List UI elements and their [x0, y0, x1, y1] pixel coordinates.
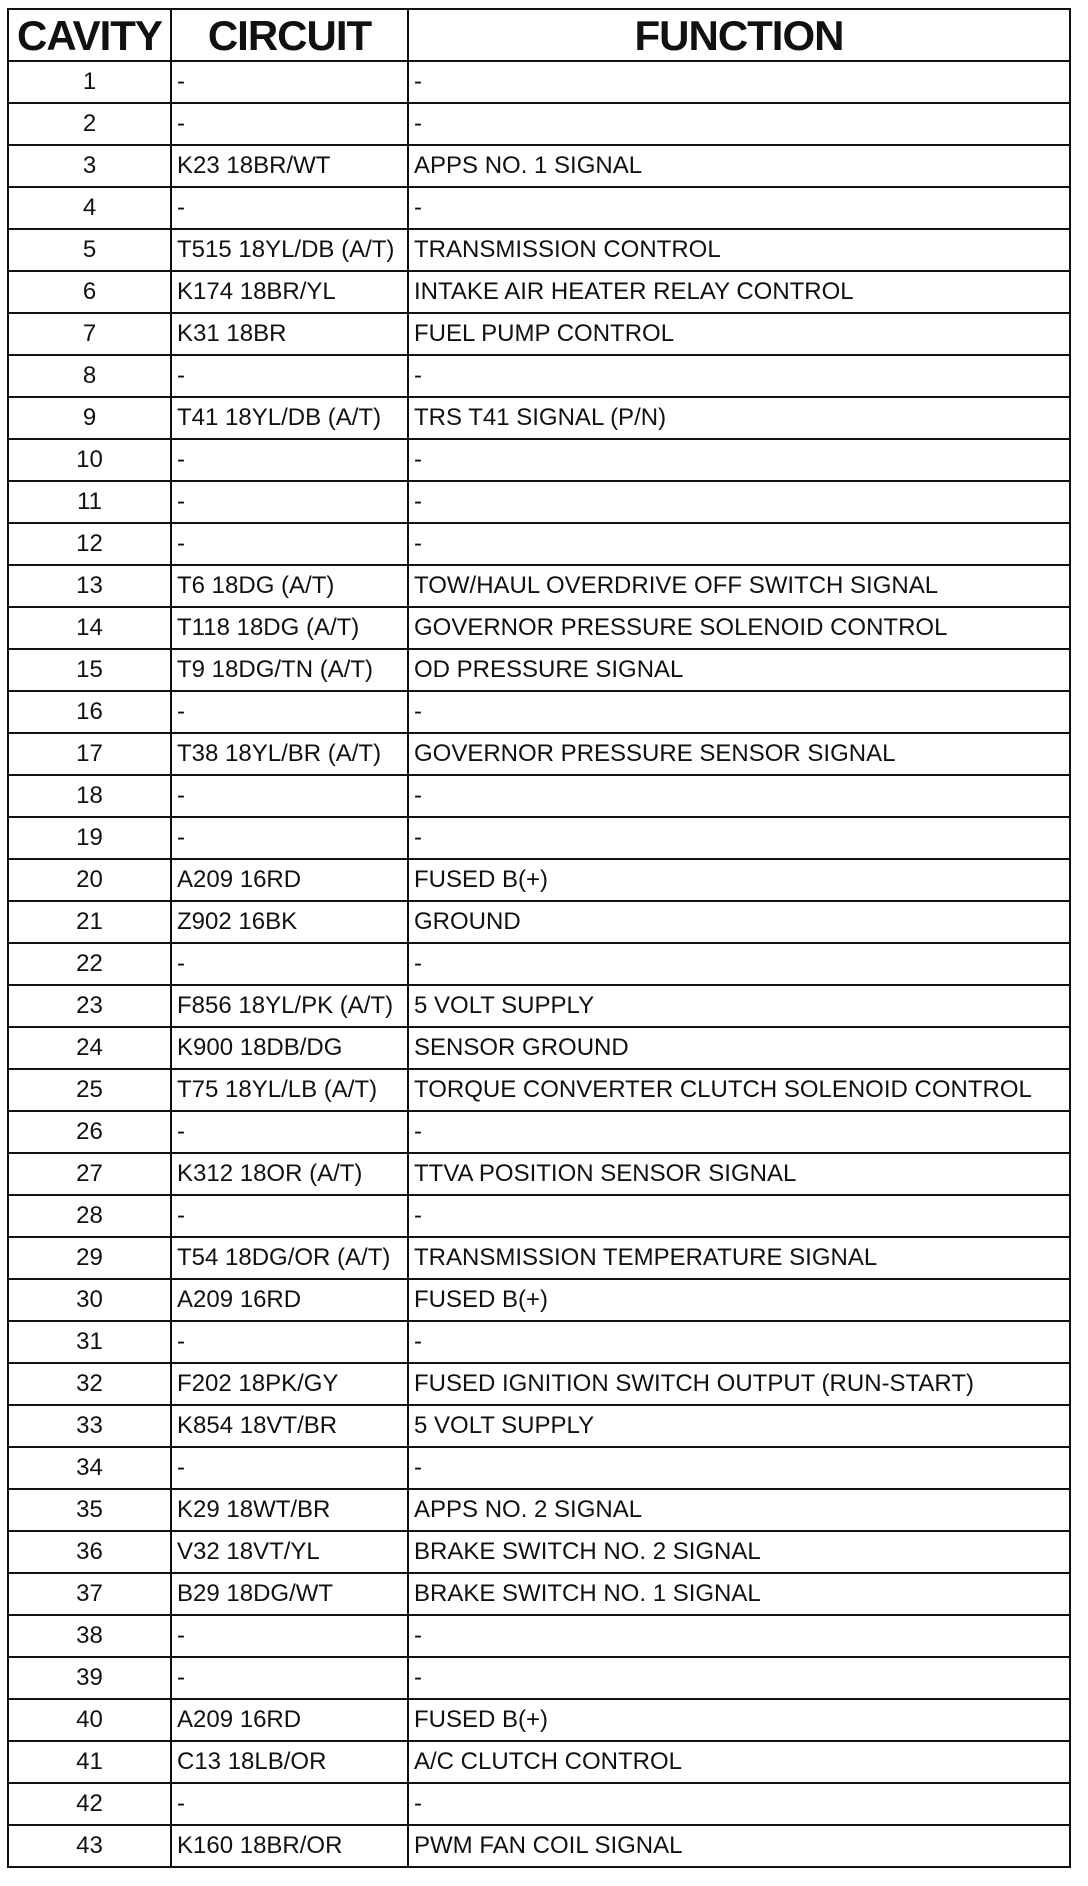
- function-cell: BRAKE SWITCH NO. 1 SIGNAL: [408, 1573, 1070, 1615]
- cavity-cell: 8: [8, 355, 171, 397]
- cavity-cell: 29: [8, 1237, 171, 1279]
- cavity-cell: 42: [8, 1783, 171, 1825]
- cavity-cell: 2: [8, 103, 171, 145]
- circuit-cell: -: [171, 1321, 408, 1363]
- function-cell: -: [408, 775, 1070, 817]
- circuit-column-header: CIRCUIT: [171, 9, 408, 61]
- cavity-cell: 39: [8, 1657, 171, 1699]
- table-row: [8, 103, 1070, 145]
- cavity-cell: 16: [8, 691, 171, 733]
- circuit-cell: -: [171, 1783, 408, 1825]
- circuit-cell: T9 18DG/TN (A/T): [171, 649, 408, 691]
- circuit-cell: T54 18DG/OR (A/T): [171, 1237, 408, 1279]
- circuit-cell: -: [171, 1111, 408, 1153]
- circuit-cell: A209 16RD: [171, 859, 408, 901]
- function-cell: -: [408, 1321, 1070, 1363]
- circuit-cell: K174 18BR/YL: [171, 271, 408, 313]
- connector-pinout-table: [7, 8, 1071, 1868]
- cavity-cell: 26: [8, 1111, 171, 1153]
- circuit-cell: -: [171, 481, 408, 523]
- cavity-cell: 12: [8, 523, 171, 565]
- table-row: [8, 1531, 1070, 1573]
- cavity-cell: 11: [8, 481, 171, 523]
- function-cell: TORQUE CONVERTER CLUTCH SOLENOID CONTROL: [408, 1069, 1070, 1111]
- function-cell: -: [408, 1195, 1070, 1237]
- cavity-cell: 31: [8, 1321, 171, 1363]
- circuit-cell: -: [171, 775, 408, 817]
- cavity-cell: 40: [8, 1699, 171, 1741]
- circuit-cell: T118 18DG (A/T): [171, 607, 408, 649]
- function-cell: -: [408, 187, 1070, 229]
- table-row: [8, 1447, 1070, 1489]
- function-cell: APPS NO. 2 SIGNAL: [408, 1489, 1070, 1531]
- circuit-cell: -: [171, 1615, 408, 1657]
- function-cell: FUSED B(+): [408, 1699, 1070, 1741]
- table-row: [8, 1195, 1070, 1237]
- cavity-cell: 37: [8, 1573, 171, 1615]
- table-row: [8, 1657, 1070, 1699]
- function-cell: FUSED B(+): [408, 859, 1070, 901]
- cavity-cell: 23: [8, 985, 171, 1027]
- function-cell: -: [408, 439, 1070, 481]
- table-row: [8, 313, 1070, 355]
- cavity-cell: 21: [8, 901, 171, 943]
- table-row: [8, 943, 1070, 985]
- table-row: [8, 1027, 1070, 1069]
- table-row: [8, 397, 1070, 439]
- circuit-cell: A209 16RD: [171, 1279, 408, 1321]
- circuit-cell: -: [171, 691, 408, 733]
- function-cell: -: [408, 1657, 1070, 1699]
- function-cell: OD PRESSURE SIGNAL: [408, 649, 1070, 691]
- function-cell: SENSOR GROUND: [408, 1027, 1070, 1069]
- table-row: [8, 1741, 1070, 1783]
- table-row: [8, 145, 1070, 187]
- circuit-cell: -: [171, 355, 408, 397]
- cavity-cell: 41: [8, 1741, 171, 1783]
- cavity-cell: 1: [8, 61, 171, 103]
- table-row: [8, 1783, 1070, 1825]
- function-cell: -: [408, 481, 1070, 523]
- function-cell: FUEL PUMP CONTROL: [408, 313, 1070, 355]
- cavity-cell: 38: [8, 1615, 171, 1657]
- circuit-cell: K29 18WT/BR: [171, 1489, 408, 1531]
- cavity-column-header: CAVITY: [8, 9, 171, 61]
- circuit-cell: K312 18OR (A/T): [171, 1153, 408, 1195]
- function-cell: GROUND: [408, 901, 1070, 943]
- function-cell: INTAKE AIR HEATER RELAY CONTROL: [408, 271, 1070, 313]
- table-row: [8, 733, 1070, 775]
- cavity-cell: 36: [8, 1531, 171, 1573]
- table-row: [8, 1279, 1070, 1321]
- table-row: [8, 1699, 1070, 1741]
- table-row: [8, 649, 1070, 691]
- table-row: [8, 1111, 1070, 1153]
- function-cell: -: [408, 355, 1070, 397]
- table-row: [8, 1825, 1070, 1867]
- cavity-cell: 25: [8, 1069, 171, 1111]
- function-cell: TRS T41 SIGNAL (P/N): [408, 397, 1070, 439]
- circuit-cell: -: [171, 61, 408, 103]
- function-cell: -: [408, 1447, 1070, 1489]
- function-cell: BRAKE SWITCH NO. 2 SIGNAL: [408, 1531, 1070, 1573]
- cavity-cell: 28: [8, 1195, 171, 1237]
- circuit-cell: K854 18VT/BR: [171, 1405, 408, 1447]
- function-cell: -: [408, 943, 1070, 985]
- function-cell: A/C CLUTCH CONTROL: [408, 1741, 1070, 1783]
- function-cell: TTVA POSITION SENSOR SIGNAL: [408, 1153, 1070, 1195]
- table-row: [8, 1405, 1070, 1447]
- table-row: [8, 901, 1070, 943]
- table-row: [8, 859, 1070, 901]
- cavity-cell: 33: [8, 1405, 171, 1447]
- cavity-cell: 13: [8, 565, 171, 607]
- cavity-cell: 3: [8, 145, 171, 187]
- circuit-cell: -: [171, 1447, 408, 1489]
- function-cell: TRANSMISSION TEMPERATURE SIGNAL: [408, 1237, 1070, 1279]
- circuit-cell: K31 18BR: [171, 313, 408, 355]
- function-cell: APPS NO. 1 SIGNAL: [408, 145, 1070, 187]
- function-column-header: FUNCTION: [408, 9, 1070, 61]
- table-row: [8, 1153, 1070, 1195]
- circuit-cell: -: [171, 1195, 408, 1237]
- function-cell: FUSED IGNITION SWITCH OUTPUT (RUN-START): [408, 1363, 1070, 1405]
- table-row: [8, 187, 1070, 229]
- circuit-cell: -: [171, 523, 408, 565]
- function-cell: GOVERNOR PRESSURE SOLENOID CONTROL: [408, 607, 1070, 649]
- table-row: [8, 775, 1070, 817]
- table-row: [8, 691, 1070, 733]
- circuit-cell: -: [171, 439, 408, 481]
- table-row: [8, 439, 1070, 481]
- table-body: [8, 61, 1070, 1867]
- circuit-cell: -: [171, 1657, 408, 1699]
- table-row: [8, 355, 1070, 397]
- cavity-cell: 30: [8, 1279, 171, 1321]
- circuit-cell: C13 18LB/OR: [171, 1741, 408, 1783]
- table-row: [8, 271, 1070, 313]
- cavity-cell: 24: [8, 1027, 171, 1069]
- cavity-cell: 32: [8, 1363, 171, 1405]
- table-row: [8, 481, 1070, 523]
- circuit-cell: -: [171, 817, 408, 859]
- circuit-cell: Z902 16BK: [171, 901, 408, 943]
- cavity-cell: 27: [8, 1153, 171, 1195]
- table-row: [8, 985, 1070, 1027]
- circuit-cell: -: [171, 103, 408, 145]
- cavity-cell: 6: [8, 271, 171, 313]
- function-cell: -: [408, 1111, 1070, 1153]
- cavity-cell: 9: [8, 397, 171, 439]
- cavity-cell: 43: [8, 1825, 171, 1867]
- function-cell: -: [408, 691, 1070, 733]
- circuit-cell: F856 18YL/PK (A/T): [171, 985, 408, 1027]
- function-cell: FUSED B(+): [408, 1279, 1070, 1321]
- table-row: [8, 1321, 1070, 1363]
- function-cell: -: [408, 61, 1070, 103]
- circuit-cell: T41 18YL/DB (A/T): [171, 397, 408, 439]
- circuit-cell: B29 18DG/WT: [171, 1573, 408, 1615]
- function-cell: PWM FAN COIL SIGNAL: [408, 1825, 1070, 1867]
- table-row: [8, 1615, 1070, 1657]
- circuit-cell: T38 18YL/BR (A/T): [171, 733, 408, 775]
- function-cell: -: [408, 523, 1070, 565]
- circuit-cell: A209 16RD: [171, 1699, 408, 1741]
- table-row: [8, 1573, 1070, 1615]
- circuit-cell: K160 18BR/OR: [171, 1825, 408, 1867]
- cavity-cell: 22: [8, 943, 171, 985]
- function-cell: -: [408, 817, 1070, 859]
- cavity-cell: 35: [8, 1489, 171, 1531]
- table-row: [8, 565, 1070, 607]
- table-row: [8, 61, 1070, 103]
- function-cell: -: [408, 103, 1070, 145]
- cavity-cell: 17: [8, 733, 171, 775]
- cavity-cell: 4: [8, 187, 171, 229]
- header-row: [8, 9, 1070, 61]
- function-cell: 5 VOLT SUPPLY: [408, 985, 1070, 1027]
- cavity-cell: 5: [8, 229, 171, 271]
- function-cell: TOW/HAUL OVERDRIVE OFF SWITCH SIGNAL: [408, 565, 1070, 607]
- cavity-cell: 18: [8, 775, 171, 817]
- circuit-cell: -: [171, 187, 408, 229]
- cavity-cell: 15: [8, 649, 171, 691]
- table-header: [8, 9, 1070, 61]
- table-row: [8, 817, 1070, 859]
- table-row: [8, 1363, 1070, 1405]
- table-row: [8, 1069, 1070, 1111]
- table-row: [8, 1237, 1070, 1279]
- circuit-cell: -: [171, 943, 408, 985]
- table-row: [8, 229, 1070, 271]
- cavity-cell: 10: [8, 439, 171, 481]
- table-row: [8, 1489, 1070, 1531]
- function-cell: -: [408, 1783, 1070, 1825]
- circuit-cell: K900 18DB/DG: [171, 1027, 408, 1069]
- circuit-cell: V32 18VT/YL: [171, 1531, 408, 1573]
- function-cell: -: [408, 1615, 1070, 1657]
- circuit-cell: T6 18DG (A/T): [171, 565, 408, 607]
- cavity-cell: 7: [8, 313, 171, 355]
- circuit-cell: T515 18YL/DB (A/T): [171, 229, 408, 271]
- table-row: [8, 523, 1070, 565]
- function-cell: TRANSMISSION CONTROL: [408, 229, 1070, 271]
- function-cell: 5 VOLT SUPPLY: [408, 1405, 1070, 1447]
- function-cell: GOVERNOR PRESSURE SENSOR SIGNAL: [408, 733, 1070, 775]
- circuit-cell: F202 18PK/GY: [171, 1363, 408, 1405]
- cavity-cell: 19: [8, 817, 171, 859]
- cavity-cell: 14: [8, 607, 171, 649]
- circuit-cell: T75 18YL/LB (A/T): [171, 1069, 408, 1111]
- cavity-cell: 34: [8, 1447, 171, 1489]
- circuit-cell: K23 18BR/WT: [171, 145, 408, 187]
- cavity-cell: 20: [8, 859, 171, 901]
- table-row: [8, 607, 1070, 649]
